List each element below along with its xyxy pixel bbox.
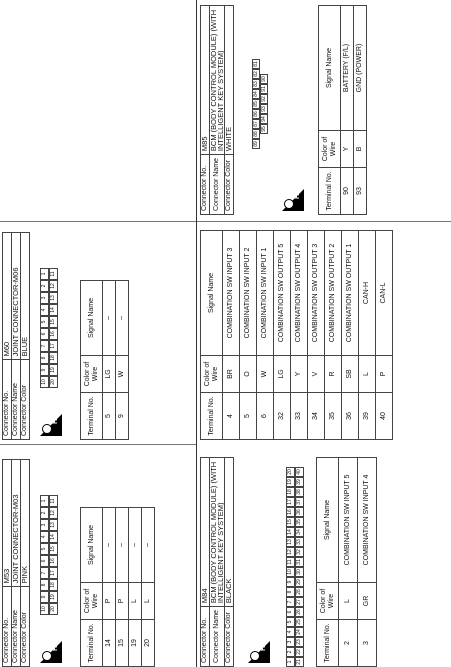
connector-pin: 5 (286, 617, 295, 627)
terminal-no-cell: 36 (342, 393, 359, 440)
connector-color: PINK (21, 460, 30, 587)
connector-pin: 91 (260, 84, 268, 94)
signal-name-cell: GND (POWER) (354, 6, 367, 131)
connector-pin: 6 (40, 555, 49, 567)
connector-name: JOINT CONNECTOR-M03 (12, 460, 21, 587)
connector-pin: 81 (252, 59, 260, 69)
table-row (116, 281, 129, 440)
table-row (358, 458, 377, 667)
connector-pin: 16 (286, 507, 295, 517)
wire-color-cell: O (240, 356, 257, 393)
connector-pin: 19 (49, 591, 58, 603)
signal-name-cell: CAN-H (359, 231, 376, 356)
signal-name-cell: – (129, 508, 142, 583)
connector-face (38, 483, 64, 615)
terminal-no-cell: 9 (116, 393, 129, 440)
connector-pin: 38 (295, 487, 304, 497)
terminal-no-cell: 39 (359, 393, 376, 440)
connector-pin: 11 (286, 557, 295, 567)
signal-name-cell: COMBINATION SW OUTPUT 1 (342, 231, 359, 356)
signal-name-cell: – (103, 281, 116, 356)
connector-pin: 14 (49, 531, 58, 543)
connector-number: M84 (201, 458, 210, 607)
connector-pin: 84 (252, 89, 260, 99)
signal-name-cell: COMBINATION SW OUTPUT 5 (274, 231, 291, 356)
connector-pin: 19 (286, 477, 295, 487)
connector-pin: 21 (295, 657, 304, 667)
connector-pin: 40 (295, 467, 304, 477)
table-row (116, 508, 129, 667)
connector-pin: 33 (295, 537, 304, 547)
connector-pin: 31 (295, 557, 304, 567)
column-divider (0, 444, 196, 445)
connector-pin: 4 (40, 304, 49, 316)
terminal-no-cell: 32 (274, 393, 291, 440)
terminal-table: Terminal No. Color of Wire Signal Name 90 Y BATTERY (F/L) 93 B GND (POWER) (318, 5, 367, 215)
terminal-no-cell: 93 (354, 168, 367, 215)
wire-color-cell: GR (358, 583, 377, 620)
connector-pin: 8 (40, 579, 49, 591)
connector-pin: 15 (49, 316, 58, 328)
connector-color: WHITE (225, 6, 234, 155)
signal-name-cell: COMBINATION SW OUTPUT 4 (291, 231, 308, 356)
table-row (257, 231, 274, 440)
wire-color-cell: LG (274, 356, 291, 393)
table-row (274, 231, 291, 440)
signal-name-cell: COMBINATION SW INPUT 2 (240, 231, 257, 356)
hs-icon: H.S. (282, 181, 312, 211)
connector-m84-continued (200, 230, 393, 440)
connector-pin: 4 (286, 627, 295, 637)
table-row (342, 231, 359, 440)
connector-pin: 3 (40, 292, 49, 304)
wire-color-cell: V (308, 356, 325, 393)
connector-number: M85 (201, 6, 210, 155)
connector-pin: 8 (40, 352, 49, 364)
connector-pin: 9 (40, 591, 49, 603)
terminal-no-cell: 4 (223, 393, 240, 440)
terminal-no-cell: 15 (116, 620, 129, 667)
connector-pin: 95 (260, 124, 268, 134)
table-row (223, 231, 240, 440)
connector-pin: 2 (286, 647, 295, 657)
signal-name-cell: COMBINATION SW OUTPUT 2 (325, 231, 342, 356)
table-row (129, 508, 142, 667)
terminal-no-cell: 3 (358, 620, 377, 667)
signal-name-cell: COMBINATION SW INPUT 3 (223, 231, 240, 356)
connector-pin: 94 (260, 114, 268, 124)
wire-color-cell: P (103, 583, 116, 620)
connector-pin: 7 (286, 597, 295, 607)
connector-pin: 7 (40, 567, 49, 579)
table-row (339, 458, 358, 667)
wire-color-cell: BR (223, 356, 240, 393)
connector-face (284, 457, 306, 667)
table-row (142, 508, 155, 667)
connector-pin: 24 (295, 627, 304, 637)
connector-pin: 18 (286, 487, 295, 497)
connector-pin: 35 (295, 517, 304, 527)
connector-pin: 8 (286, 587, 295, 597)
connector-pin: 22 (295, 647, 304, 657)
connector-pin: 2 (40, 280, 49, 292)
connector-pin: 10 (286, 567, 295, 577)
connector-pin: 17 (286, 497, 295, 507)
wire-color-cell: SB (342, 356, 359, 393)
connector-info-table: Connector No. M53 Connector Name JOINT CONNECTOR-M03 Connector Color PINK (2, 459, 30, 667)
connector-info-table: Connector No. M85 Connector Name BCM (BODY CONTROL MODULE) (WITH INTELLIGENT KEY SYSTEM) Connector Color WHITE (200, 5, 234, 215)
table-row (103, 508, 116, 667)
connector-pin: 6 (286, 607, 295, 617)
connector-pin: 9 (286, 577, 295, 587)
table-row (325, 231, 342, 440)
connector-pin: 90 (260, 74, 268, 84)
connector-pin: 17 (49, 567, 58, 579)
connector-color: BLUE (21, 233, 30, 360)
connector-number: M60 (3, 233, 12, 360)
connector-pin: 1 (40, 268, 49, 280)
connector-pin: 23 (295, 637, 304, 647)
connector-pin: 12 (286, 547, 295, 557)
connector-pin: 25 (295, 617, 304, 627)
connector-pin: 16 (49, 555, 58, 567)
connector-name: BCM (BODY CONTROL MODULE) (WITH INTELLIGENT KEY SYSTEM) (210, 6, 225, 155)
connector-pin: 39 (295, 477, 304, 487)
connector-face (38, 256, 64, 388)
hs-icon: H.S. (248, 633, 278, 663)
wire-color-cell: L (129, 583, 142, 620)
wire-color-cell: Y (341, 131, 354, 168)
wire-color-cell: LG (103, 356, 116, 393)
connector-face (250, 49, 270, 149)
connector-pin: 15 (49, 543, 58, 555)
signal-name-cell: COMBINATION SW INPUT 5 (339, 458, 358, 583)
table-row (376, 231, 393, 440)
connector-pin: 1 (40, 495, 49, 507)
connector-pin: 3 (40, 519, 49, 531)
wire-color-cell: P (116, 583, 129, 620)
connector-pin: 36 (295, 507, 304, 517)
connector-pin: 14 (286, 527, 295, 537)
connector-pin: 19 (49, 364, 58, 376)
terminal-no-cell: 34 (308, 393, 325, 440)
connector-pin: 26 (295, 607, 304, 617)
connector-pin: 88 (252, 129, 260, 139)
connector-pin: 15 (286, 517, 295, 527)
wire-color-cell: W (116, 356, 129, 393)
signal-name-cell: – (142, 508, 155, 583)
connector-m53 (2, 459, 151, 667)
connector-name: BCM (BODY CONTROL MODULE) (WITH INTELLIGENT KEY SYSTEM) (210, 458, 225, 607)
signal-name-cell: – (116, 281, 129, 356)
connector-pin: 28 (295, 587, 304, 597)
connector-pin: 5 (40, 543, 49, 555)
connector-m84 (200, 457, 370, 667)
terminal-no-cell: 5 (240, 393, 257, 440)
connector-pin: 7 (40, 340, 49, 352)
signal-name-cell: CAN-L (376, 231, 393, 356)
connector-pin: 13 (286, 537, 295, 547)
connector-pin: 3 (286, 637, 295, 647)
hs-icon: H.S. (40, 406, 70, 436)
terminal-no-cell: 33 (291, 393, 308, 440)
hs-icon: H.S. (40, 633, 70, 663)
wire-color-cell: W (257, 356, 274, 393)
connector-pin: 12 (49, 507, 58, 519)
connector-pin: 4 (40, 531, 49, 543)
terminal-no-cell: 5 (103, 393, 116, 440)
wire-color-cell: L (359, 356, 376, 393)
signal-name-cell: COMBINATION SW OUTPUT 3 (308, 231, 325, 356)
connector-pin: 37 (295, 497, 304, 507)
terminal-table: Terminal No. Color of Wire Signal Name 4 BR COMBINATION SW INPUT 3 5 O COMBINATION SW INPUT 2 6 W COMBINATION SW INPUT 1 32 LG COMBINATION SW OUTPUT 5 33 Y COMBINATION SW OUTPUT 4 34 V COMBINATION SW OUTPUT 3 35 R COMBINATION SW OUTPUT 2 36 SB COMBINATION SW OUTPUT 1 39 L CAN-H 40 P CAN-L (200, 230, 393, 440)
connector-pin: 11 (49, 495, 58, 507)
terminal-no-cell: 19 (129, 620, 142, 667)
connector-pin: 2 (40, 507, 49, 519)
connector-pin: 13 (49, 292, 58, 304)
connector-pin: 85 (252, 99, 260, 109)
terminal-table: Terminal No. Color of Wire Signal Name 14 P – 15 P – 19 L – 20 L – (80, 507, 155, 667)
wire-color-cell: L (339, 583, 358, 620)
connector-m85 (200, 5, 363, 215)
terminal-no-cell: 90 (341, 168, 354, 215)
terminal-no-cell: 6 (257, 393, 274, 440)
connector-pin: 86 (252, 109, 260, 119)
connector-pin: 92 (260, 94, 268, 104)
connector-pin: 6 (40, 328, 49, 340)
table-row (308, 231, 325, 440)
terminal-no-cell: 2 (339, 620, 358, 667)
connector-pin: 20 (286, 467, 295, 477)
wire-color-cell: R (325, 356, 342, 393)
wire-color-cell: B (354, 131, 367, 168)
connector-pin: 34 (295, 527, 304, 537)
connector-pin: 32 (295, 547, 304, 557)
connector-pin: 83 (252, 79, 260, 89)
connector-pin: 18 (49, 579, 58, 591)
table-row (341, 6, 354, 215)
connector-pin: 20 (49, 603, 58, 615)
signal-name-cell: – (103, 508, 116, 583)
table-row (240, 231, 257, 440)
connector-pin: 89 (252, 139, 260, 149)
table-row (103, 281, 116, 440)
terminal-no-cell: 35 (325, 393, 342, 440)
connector-pin: 93 (260, 104, 268, 114)
terminal-table: Terminal No. Color of Wire Signal Name 2 L COMBINATION SW INPUT 5 3 GR COMBINATION SW INPUT 4 (316, 457, 377, 667)
connector-pin: 9 (40, 364, 49, 376)
connector-pin: 87 (252, 119, 260, 129)
terminal-no-cell: 14 (103, 620, 116, 667)
connector-pin: 18 (49, 352, 58, 364)
table-row (354, 6, 367, 215)
wire-color-cell: P (376, 356, 393, 393)
terminal-no-cell: 40 (376, 393, 393, 440)
signal-name-cell: COMBINATION SW INPUT 1 (257, 231, 274, 356)
signal-name-cell: COMBINATION SW INPUT 4 (358, 458, 377, 583)
connector-name: JOINT CONNECTOR-M06 (12, 233, 21, 360)
connector-info-table: Connector No. M60 Connector Name JOINT CONNECTOR-M06 Connector Color BLUE (2, 232, 30, 440)
wire-color-cell: L (142, 583, 155, 620)
section-divider (196, 0, 197, 667)
connector-pin: 5 (40, 316, 49, 328)
column-divider (0, 221, 451, 222)
connector-pin: 1 (286, 657, 295, 667)
connector-pin: 11 (49, 268, 58, 280)
wire-color-cell: Y (291, 356, 308, 393)
connector-info-table: Connector No. M84 Connector Name BCM (BODY CONTROL MODULE) (WITH INTELLIGENT KEY SYSTEM) Connector Color BLACK (200, 457, 234, 667)
connector-pin: 10 (40, 603, 49, 615)
signal-name-cell: BATTERY (F/L) (341, 6, 354, 131)
connector-pin: 16 (49, 328, 58, 340)
connector-pin: 30 (295, 567, 304, 577)
connector-m60 (2, 232, 125, 440)
connector-pin: 29 (295, 577, 304, 587)
connector-pin: 14 (49, 304, 58, 316)
connector-pin: 13 (49, 519, 58, 531)
connector-pin: 82 (252, 69, 260, 79)
connector-pin: 10 (40, 376, 49, 388)
terminal-no-cell: 20 (142, 620, 155, 667)
connector-pin: 20 (49, 376, 58, 388)
signal-name-cell: – (116, 508, 129, 583)
table-row (291, 231, 308, 440)
connector-pin: 27 (295, 597, 304, 607)
connector-number: M53 (3, 460, 12, 587)
connector-pin: 17 (49, 340, 58, 352)
connector-color: BLACK (225, 458, 234, 607)
terminal-table: Terminal No. Color of Wire Signal Name 5 LG – 9 W – (80, 280, 129, 440)
table-row (359, 231, 376, 440)
connector-pin: 12 (49, 280, 58, 292)
